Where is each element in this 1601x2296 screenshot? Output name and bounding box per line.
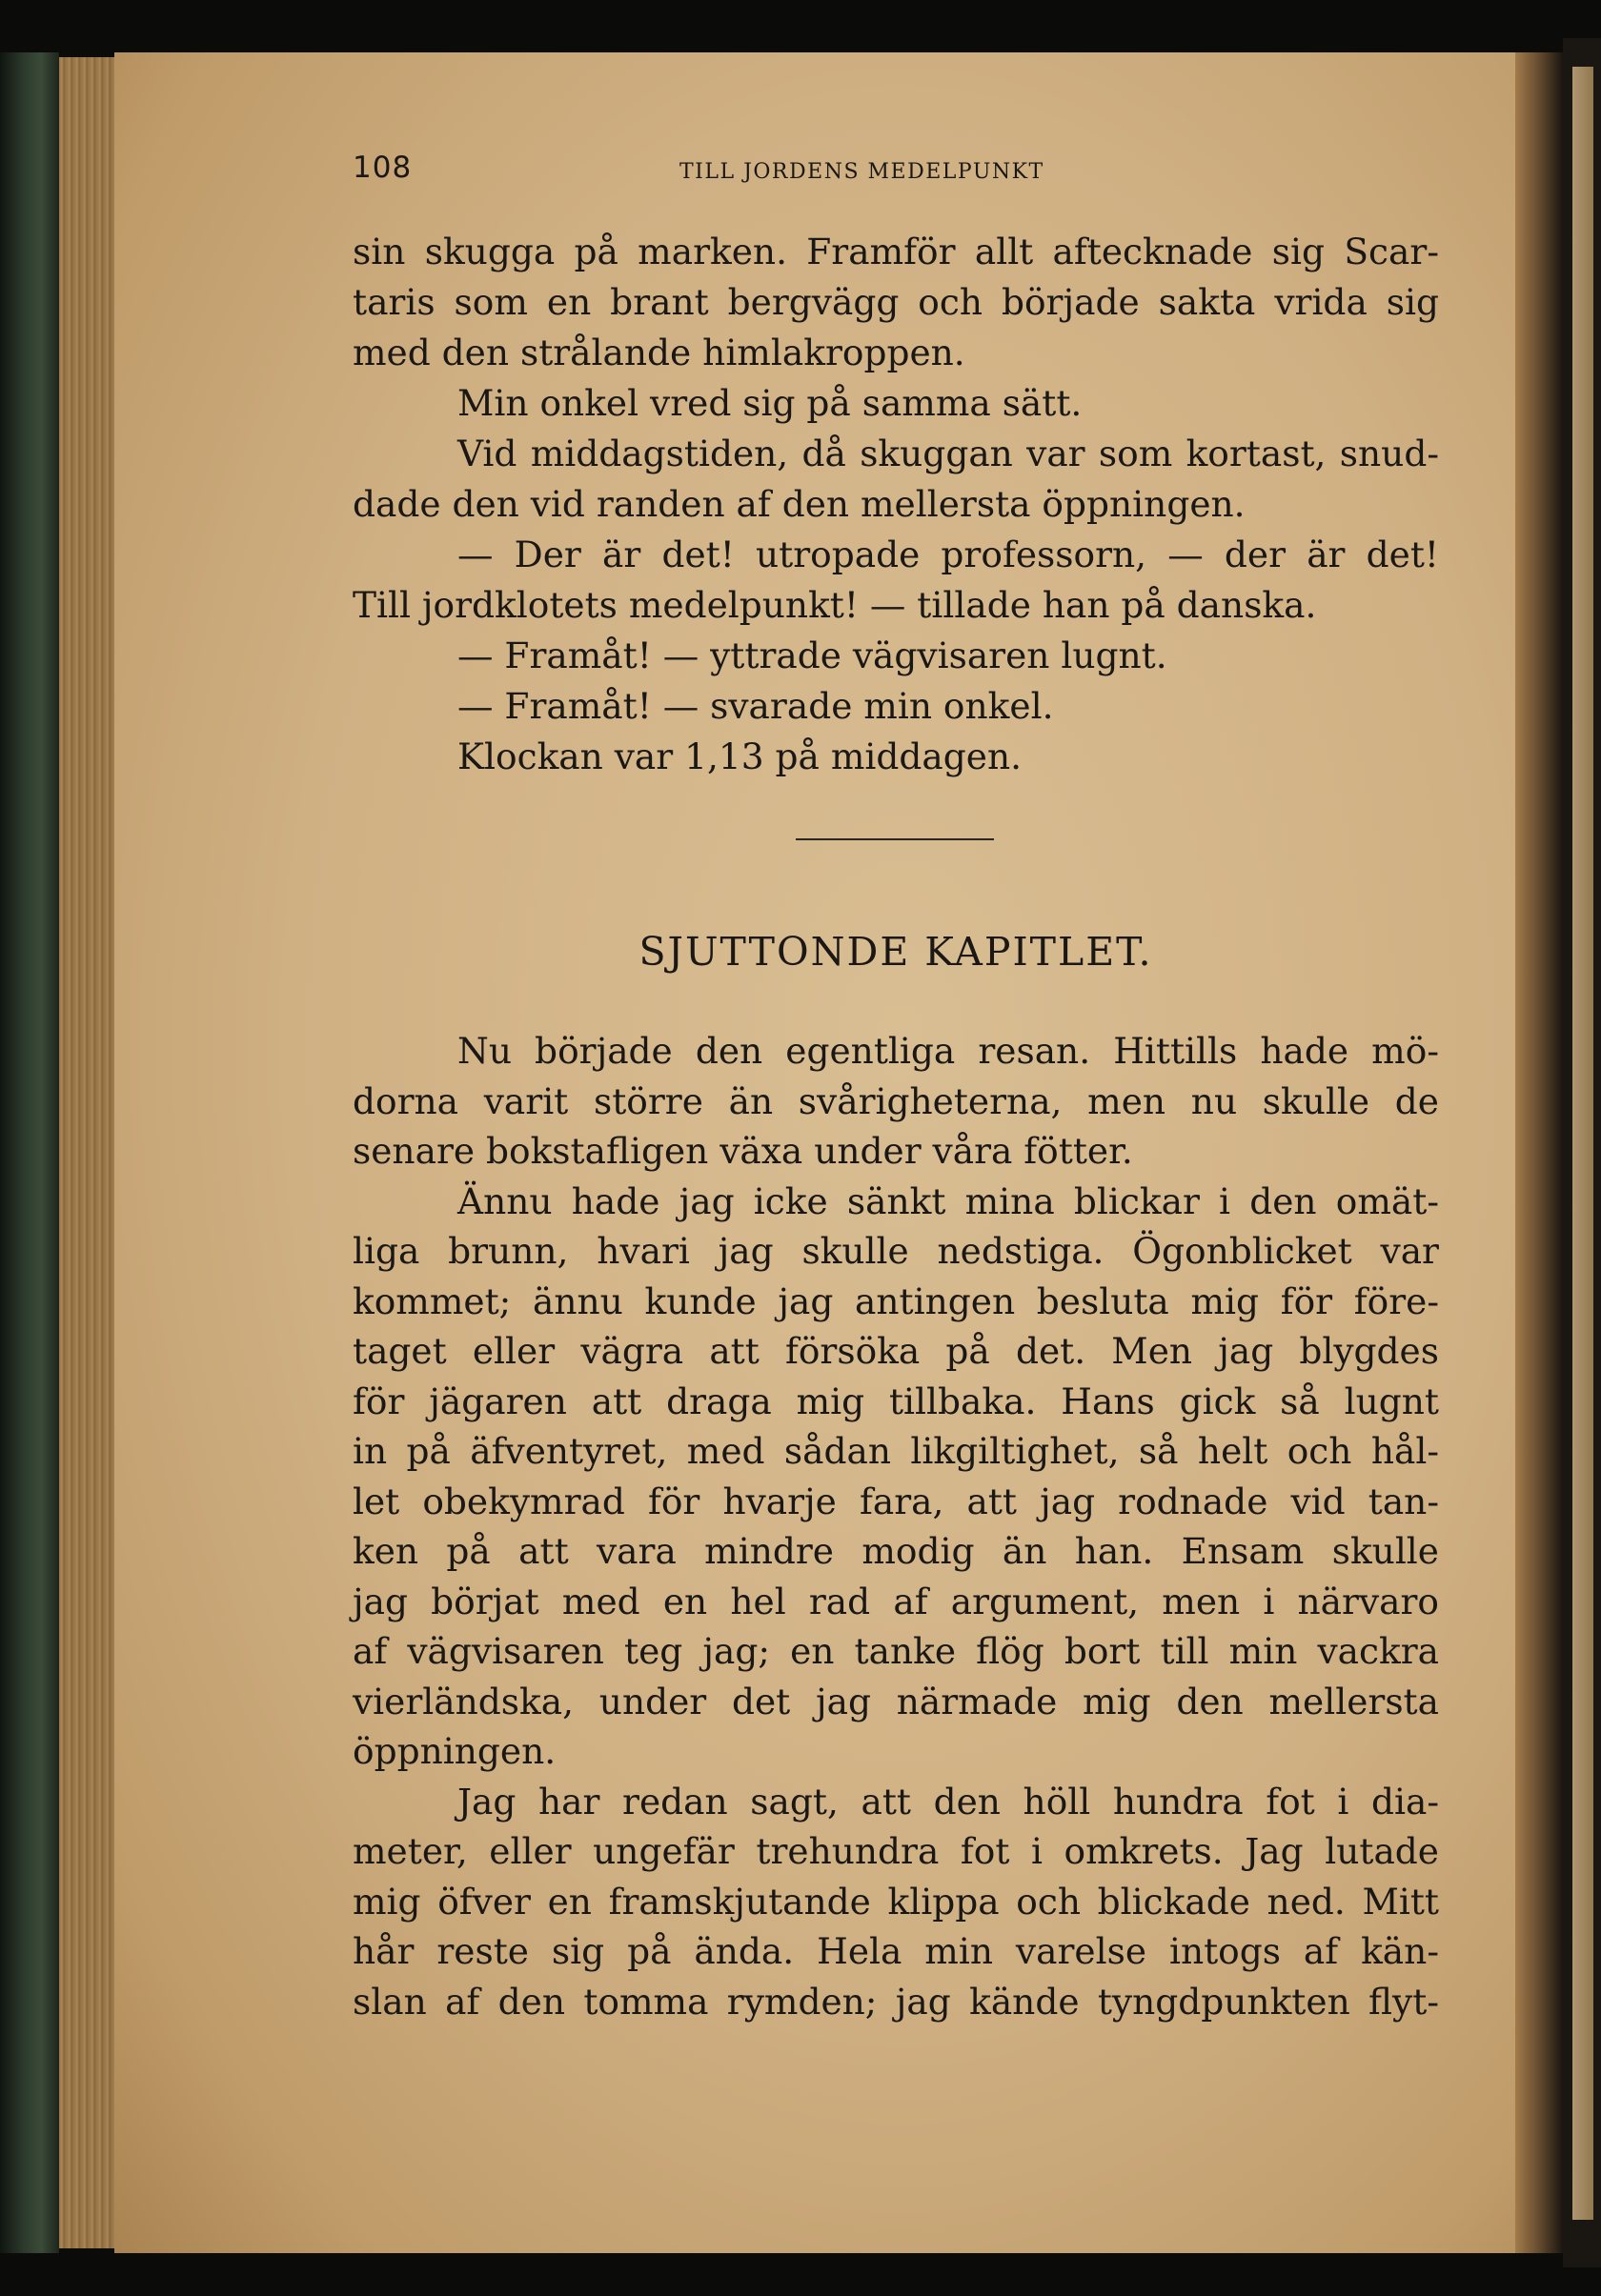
text-line: Vid middagstiden, då skuggan var som kortast, snud- bbox=[457, 433, 1439, 474]
page-number: 108 bbox=[353, 151, 413, 185]
text-line: in på äfventyret, med sådan likgiltighet, så helt och hål- bbox=[353, 1430, 1439, 1472]
text-line: senare bokstafligen växa under våra fötter. bbox=[353, 1130, 1133, 1172]
running-title: TILL JORDENS MEDELPUNKT bbox=[679, 160, 1044, 184]
page-header bbox=[353, 151, 1439, 189]
text-line: dorna varit större än svårigheterna, men nu skulle de bbox=[353, 1079, 1439, 1122]
text-line: hår reste sig på ända. Hela min varelse intogs af kän- bbox=[353, 1930, 1439, 1972]
text-line: taris som en brant bergvägg och började sakta vrida sig bbox=[353, 281, 1439, 323]
text-line: — Framåt! — yttrade vägvisaren lugnt. bbox=[457, 634, 1167, 676]
text-line: slan af den tomma rymden; jag kände tyngdpunkten flyt- bbox=[353, 1980, 1439, 2023]
text-line: Till jordklotets medelpunkt! — tillade han på danska. bbox=[353, 584, 1317, 626]
text-line: Nu började den egentliga resan. Hittills hade mö- bbox=[457, 1030, 1439, 1072]
text-line: öppningen. bbox=[353, 1730, 557, 1772]
text-line: liga brunn, hvari jag skulle nedstiga. Ögonblicket var bbox=[353, 1230, 1439, 1272]
text-line: kommet; ännu kunde jag antingen besluta mig för före- bbox=[353, 1279, 1439, 1322]
text-line: jag börjat med en hel rad af argument, men i närvaro bbox=[353, 1580, 1439, 1622]
text-line: taget eller vägra att försöka på det. Men jag blygdes bbox=[353, 1330, 1439, 1372]
text-line: dade den vid randen af den mellersta öppningen. bbox=[353, 483, 1246, 525]
text-line: meter, eller ungefär trehundra fot i omkrets. Jag lutade bbox=[353, 1830, 1439, 1872]
text-line: Ännu hade jag icke sänkt mina blickar i den omät- bbox=[457, 1179, 1439, 1222]
text-line: för jägaren att draga mig tillbaka. Hans gick så lugnt bbox=[353, 1380, 1439, 1422]
text-line: let obekymrad för hvarje fara, att jag rodnade vid tan- bbox=[353, 1480, 1439, 1522]
text-line: — Der är det! utropade professorn, — der är det! bbox=[457, 534, 1439, 575]
text-line: med den strålande himlakroppen. bbox=[353, 332, 965, 373]
text-line: Jag har redan sagt, att den höll hundra fot i dia- bbox=[457, 1780, 1439, 1823]
text-line: Klockan var 1,13 på middagen. bbox=[457, 735, 1023, 777]
text-block-chapter-body bbox=[353, 1026, 1439, 2026]
facing-page-edge bbox=[1572, 67, 1593, 2220]
text-block-previous-chapter bbox=[353, 227, 1439, 782]
text-line: ken på att vara mindre modig än han. Ensam skulle bbox=[353, 1530, 1439, 1572]
book-cover-edge bbox=[0, 52, 59, 2253]
page-gutter bbox=[1515, 52, 1563, 2253]
text-line: mig öfver en framskjutande klippa och blickade ned. Mitt bbox=[353, 1880, 1439, 1923]
text-line: — Framåt! — svarade min onkel. bbox=[457, 685, 1054, 727]
text-line: vierländska, under det jag närmade mig den mellersta bbox=[353, 1680, 1439, 1722]
text-line: Min onkel vred sig på samma sätt. bbox=[457, 382, 1083, 424]
chapter-divider-rule bbox=[796, 838, 994, 840]
text-line: sin skugga på marken. Framför allt aftecknade sig Scar- bbox=[353, 231, 1439, 272]
text-line: af vägvisaren teg jag; en tanke flög bort till min vackra bbox=[353, 1630, 1439, 1672]
chapter-heading: SJUTTONDE KAPITLET. bbox=[638, 929, 1153, 975]
